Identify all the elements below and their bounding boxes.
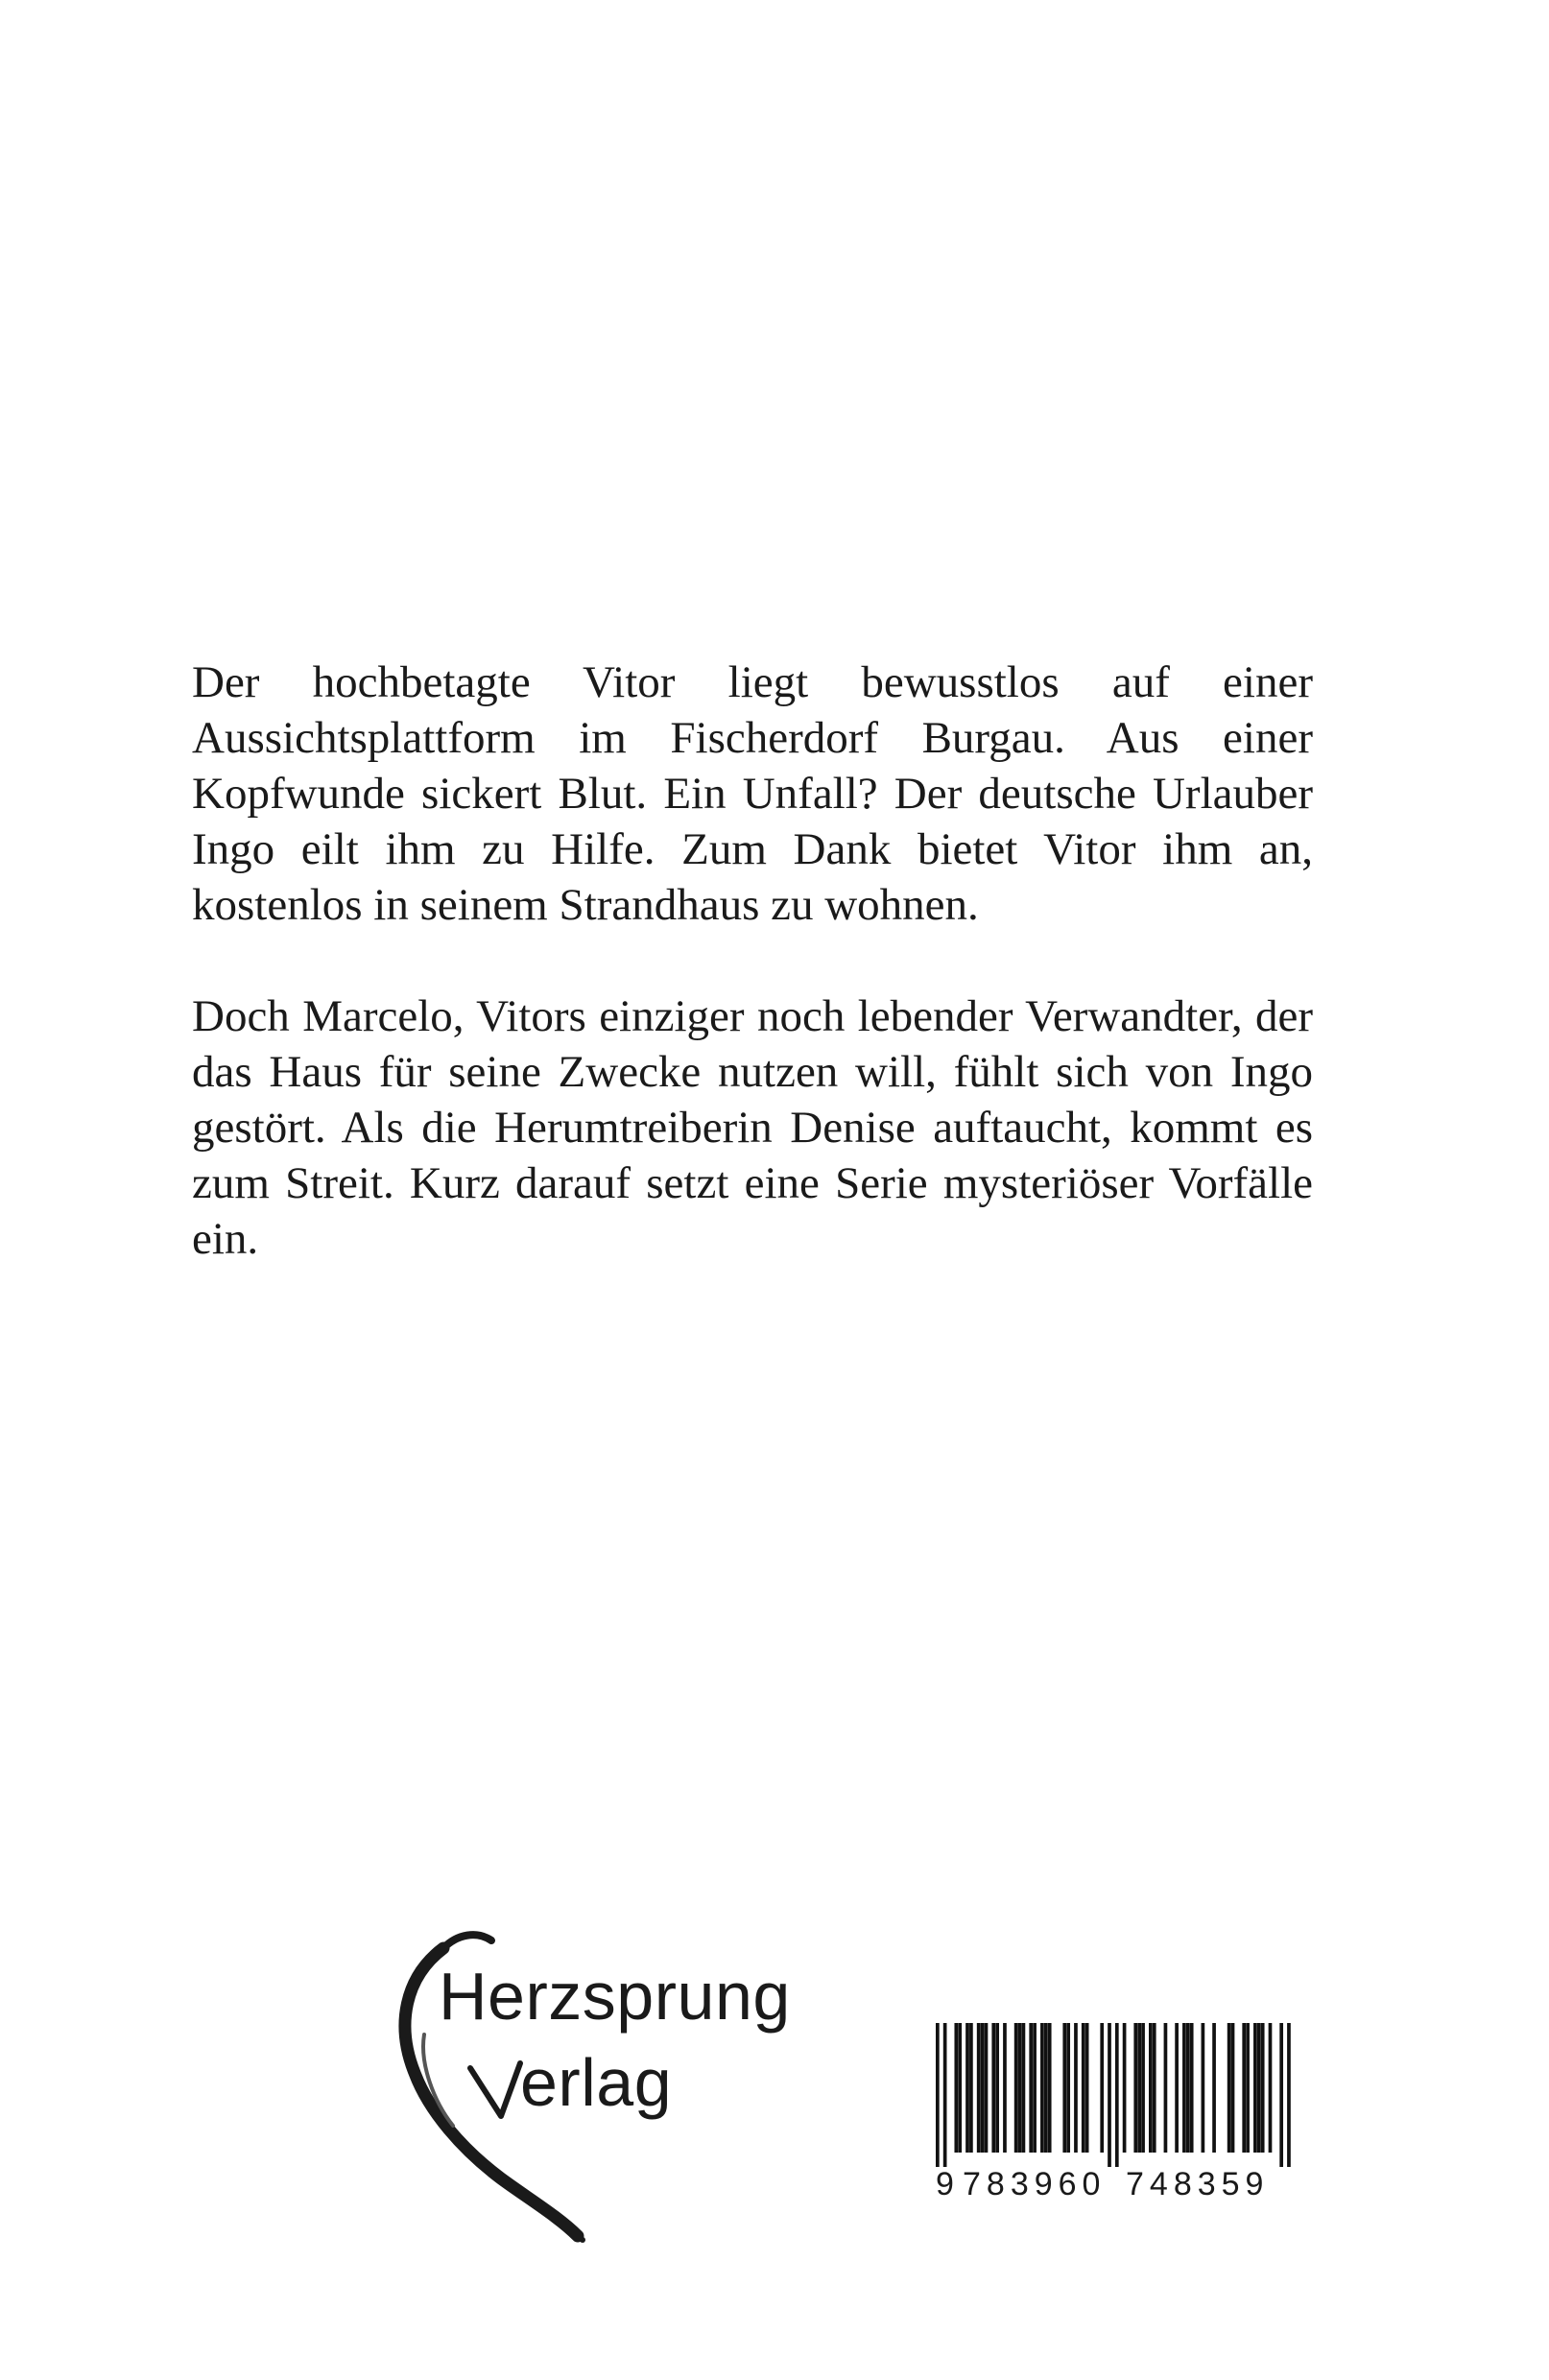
barcode-left-group: 783960 xyxy=(963,2166,1107,2202)
barcode-bar xyxy=(1123,2023,1127,2153)
barcode-bar xyxy=(1153,2023,1156,2153)
barcode-bar xyxy=(1175,2023,1179,2153)
barcode-bar xyxy=(943,2023,947,2167)
barcode-bar xyxy=(1182,2023,1186,2153)
barcode-bar xyxy=(1287,2023,1291,2167)
blurb-paragraph-1: Der hochbetagte Vitor liegt bewusstlos auf einer Aussichtsplattform im Fischerdorf Burgau. Aus einer Kopfwunde sickert Blut. Ein Unfall? Der deutsche Urlauber Ingo eilt ihm zu Hilfe. Zum Dank bietet Vitor ihm an, kostenlos in seinem Strandhaus zu wohnen. xyxy=(192,657,1313,930)
barcode-bar xyxy=(1100,2023,1104,2153)
barcode-bar xyxy=(1018,2023,1022,2153)
barcode-bar xyxy=(1108,2023,1111,2167)
barcode-bar xyxy=(1033,2023,1037,2153)
barcode-bar xyxy=(1082,2023,1085,2153)
publisher-name-line2 xyxy=(467,2045,673,2120)
publisher-name-line2-text: erlag xyxy=(520,2045,673,2120)
barcode-bar xyxy=(1137,2023,1141,2153)
barcode-bar xyxy=(1133,2023,1137,2153)
barcode-bar xyxy=(1022,2023,1026,2153)
barcode-bar xyxy=(954,2023,958,2153)
barcode-bar xyxy=(1231,2023,1235,2153)
barcode-bar xyxy=(1040,2023,1044,2153)
barcode-bar xyxy=(965,2023,969,2153)
barcode-bar xyxy=(1085,2023,1089,2153)
barcode-bar xyxy=(1048,2023,1052,2153)
barcode-bar xyxy=(1074,2023,1078,2153)
isbn-barcode xyxy=(936,2023,1291,2205)
barcode-bar xyxy=(1227,2023,1231,2153)
barcode-bar xyxy=(1062,2023,1066,2153)
barcode-bar xyxy=(1029,2023,1033,2153)
barcode-bar xyxy=(1279,2023,1283,2167)
barcode-bar xyxy=(1149,2023,1153,2153)
barcode-bar xyxy=(1186,2023,1190,2153)
publisher-logo xyxy=(386,1919,846,2246)
barcode-bar xyxy=(1066,2023,1070,2153)
barcode-bar xyxy=(995,2023,999,2153)
back-cover-blurb xyxy=(192,654,1313,1267)
barcode-bar xyxy=(958,2023,962,2153)
barcode-bar xyxy=(1269,2023,1273,2153)
barcode-bar xyxy=(977,2023,981,2153)
blurb-paragraph-2: Doch Marcelo, Vitors einziger noch lebender Verwandter, der das Haus für seine Zwecke nutzen will, fühlt sich von Ingo gestört. Als die Herumtreiberin Denise auftaucht, kommt es zum Streit. Kurz darauf setzt eine Serie mysteriöser Vorfälle ein. xyxy=(192,991,1313,1264)
barcode-bar xyxy=(969,2023,973,2153)
barcode-bar xyxy=(1044,2023,1048,2153)
barcode-right-group: 748359 xyxy=(1126,2166,1270,2202)
barcode-bar xyxy=(1014,2023,1018,2153)
barcode-bar xyxy=(1246,2023,1250,2153)
barcode-bar xyxy=(985,2023,989,2153)
barcode-bar xyxy=(1115,2023,1119,2167)
barcode-bar xyxy=(936,2023,940,2167)
barcode-first-digit: 9 xyxy=(936,2166,954,2202)
barcode-bars xyxy=(936,2023,1291,2167)
barcode-bar xyxy=(1212,2023,1216,2153)
barcode-bar xyxy=(1202,2023,1205,2153)
barcode-bar xyxy=(1164,2023,1168,2153)
barcode-bar xyxy=(1253,2023,1257,2153)
barcode-bar xyxy=(981,2023,985,2153)
barcode-bar xyxy=(1141,2023,1145,2153)
barcode-bar xyxy=(1257,2023,1261,2153)
barcode-bar xyxy=(1242,2023,1246,2153)
barcode-bar xyxy=(991,2023,995,2153)
barcode-bar xyxy=(1190,2023,1194,2153)
publisher-name-line1: Herzsprung xyxy=(439,1959,791,2034)
barcode-bar xyxy=(1261,2023,1265,2153)
barcode-bar xyxy=(1003,2023,1007,2153)
